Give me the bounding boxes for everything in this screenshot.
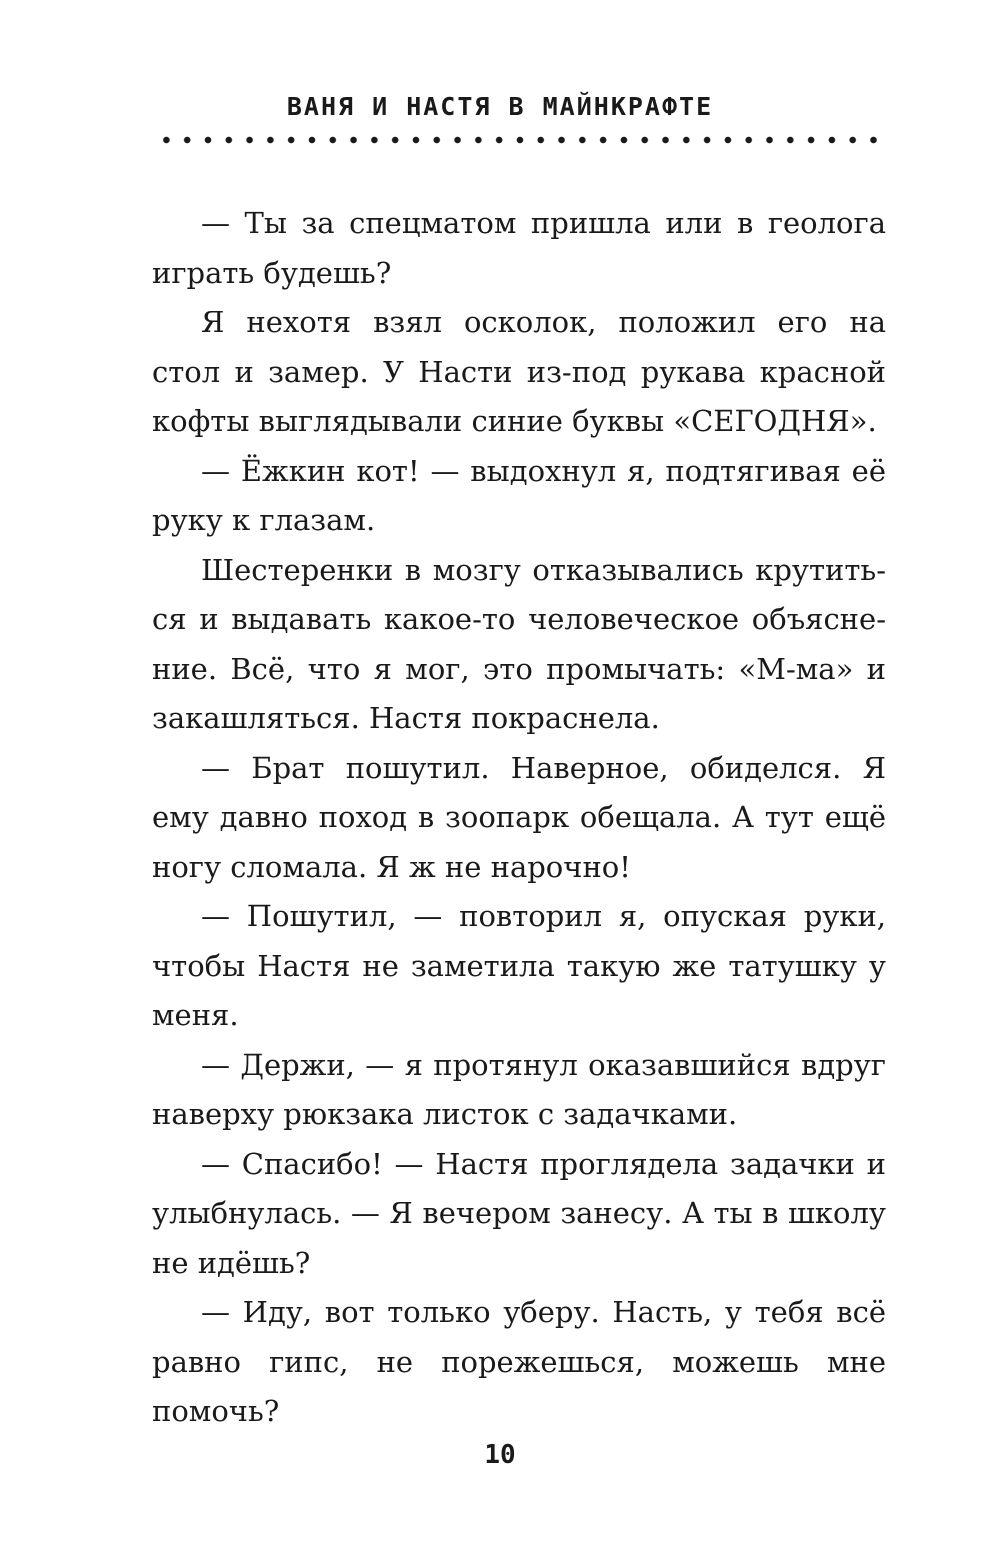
paragraph: — Ты за спецматом пришла или в геолога играть будешь? [152, 206, 886, 290]
paragraph: — Иду, вот только уберу. Насть, у тебя всё равно гипс, не порежешься, можешь мне помочь? [152, 1295, 886, 1428]
running-title: ВАНЯ И НАСТЯ В МАЙНКРАФТЕ [286, 92, 714, 121]
paragraph: Я нехотя взял осколок, положил его на стол и замер. У Насти из-под рукава красной кофты выглядывали синие буквы «СЕГОДНЯ». [152, 305, 886, 438]
paragraph: Шестеренки в мозгу отказывались крутиться и выдавать какое-то человеческое объяснение. Всё, что я мог, это промычать: «М-ма» и закашляться. Настя покраснела. [152, 552, 886, 735]
paragraph: — Ёжкин кот! — выдохнул я, подтягивая её руку к глазам. [152, 453, 886, 537]
dotted-divider [156, 136, 884, 144]
paragraph: — Брат пошутил. Наверное, обиделся. Я ему давно поход в зоопарк обещала. А тут ещё ногу сломала. Я ж не нарочно! [152, 750, 886, 884]
page-number: 10 [484, 1440, 516, 1470]
paragraph: — Держи, — я протянул оказавшийся вдруг наверху рюкзака листок с задачками. [152, 1047, 886, 1131]
paragraph: — Пошутил, — повторил я, опуская руки, чтобы Настя не заметила такую же татушку у меня. [152, 899, 886, 1032]
paragraph: — Спасибо! — Настя проглядела задачки и улыбнулась. — Я вечером занесу. А ты в школу не идёшь? [152, 1146, 886, 1280]
body-text [152, 199, 886, 1437]
